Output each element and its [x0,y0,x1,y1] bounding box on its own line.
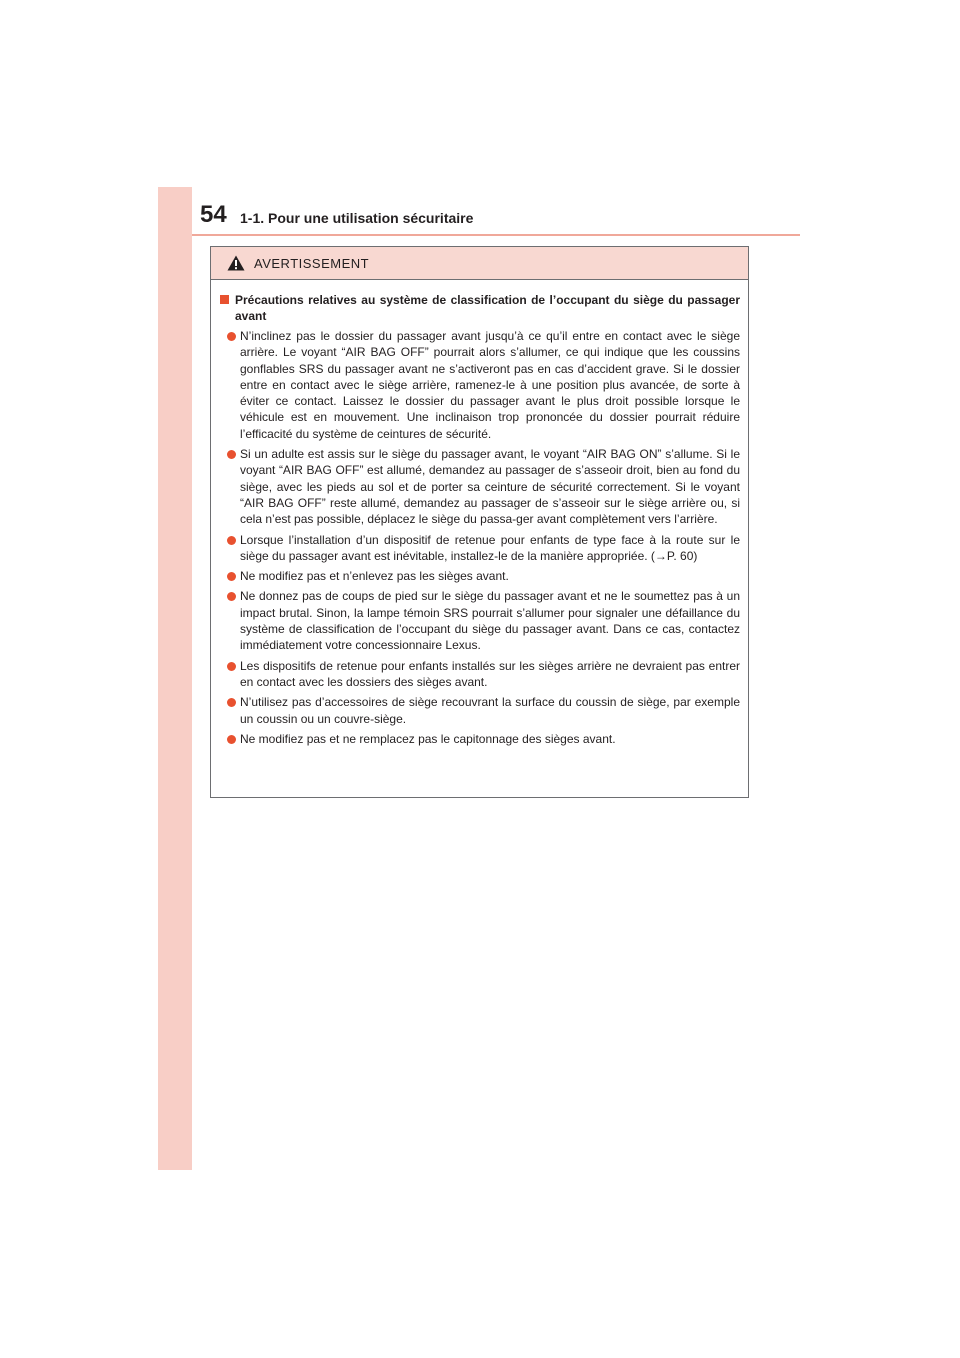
list-item-text: N’inclinez pas le dossier du passager avant jusqu’à ce qu’il entre en contact avec le siège arrière. Le voyant “AIR BAG OFF” pourrait alors s’allumer, ce qui indique que les coussins gonflables SRS du passager avant ne s’activeront pas en cas d’accident grave. Si le dossier entre en contact avec le siège arrière, ramenez-le à une position plus avancée, de sorte à éviter ce contact. Laissez le dossier du passager avant le plus droit possible lorsque le véhicule est en mouvement. Une inclinaison trop prononcée du dossier pourrait réduire l’efficacité du système de ceintures de sécurité. [240,329,740,441]
warning-heading: Précautions relatives au système de classification de l’occupant du siège du passager avant [235,293,740,323]
list-item-text: Les dispositifs de retenue pour enfants installés sur les sièges arrière ne devraient pas entrer en contact avec les dossiers des sièges avant. [240,658,740,689]
warning-heading-row [220,292,740,324]
chapter-side-band [158,187,192,1170]
list-item [227,446,740,527]
page-header [200,200,800,236]
warning-title: AVERTISSEMENT [254,255,370,271]
bullet-dot-icon [227,450,236,459]
section-title: 1-1. Pour une utilisation sécuritaire [240,210,474,226]
list-item-text: Si un adulte est assis sur le siège du passager avant, le voyant “AIR BAG ON” s’allume. Si le voyant “AIR BAG OFF” est allumé, demandez au passager de s’asseoir droit, bien au fond du siège, avec les pieds au sol et de porter sa ceinture de sécurité correctement. Si le voyant “AIR BAG OFF” reste allumé, demandez au passager de s’asseoir sur le siège arrière ou, si cela n’est pas possible, déplacez le siège du passa-ger avant complètement vers l’arrière. [240,447,740,527]
square-bullet-icon [220,295,229,304]
list-item-text: Ne modifiez pas et ne remplacez pas le capitonnage des sièges avant. [240,731,616,746]
bullet-dot-icon [227,592,236,601]
list-item [227,532,740,565]
warning-body [211,280,748,747]
list-item [227,658,740,691]
list-item-text: Lorsque l’installation d’un dispositif de retenue pour enfants de type face à la route sur le siège du passager avant est inévitable, installez-le de la manière appropriée. (→P. 60) [240,532,740,563]
bullet-dot-icon [227,536,236,545]
header-divider [192,234,800,236]
list-item [227,328,740,442]
warning-box [210,246,749,798]
bullet-dot-icon [227,332,236,341]
list-item [227,731,740,747]
list-item [227,568,740,584]
list-item-text: Ne donnez pas de coups de pied sur le siège du passager avant et ne le soumettez pas à un impact brutal. Sinon, la lampe témoin SRS pourrait s’allumer pour signaler une défaillance du système de classification de l’occupant du siège du passager avant. Dans ce cas, contactez immédiatement votre concessionnaire Lexus. [240,589,740,653]
bullet-dot-icon [227,698,236,707]
list-item-text: Ne modifiez pas et n’enlevez pas les sièges avant. [240,569,509,584]
bullet-dot-icon [227,735,236,744]
list-item [227,588,740,653]
page-number: 54 [200,201,227,228]
list-item [227,694,740,727]
bullet-dot-icon [227,572,236,581]
bullet-dot-icon [227,662,236,671]
warning-header [211,247,748,280]
warning-triangle-icon [227,255,245,271]
list-item-text: N’utilisez pas d’accessoires de siège recouvrant la surface du coussin de siège, par exemple un coussin ou un couvre-siège. [240,695,740,726]
warning-list [220,328,740,747]
